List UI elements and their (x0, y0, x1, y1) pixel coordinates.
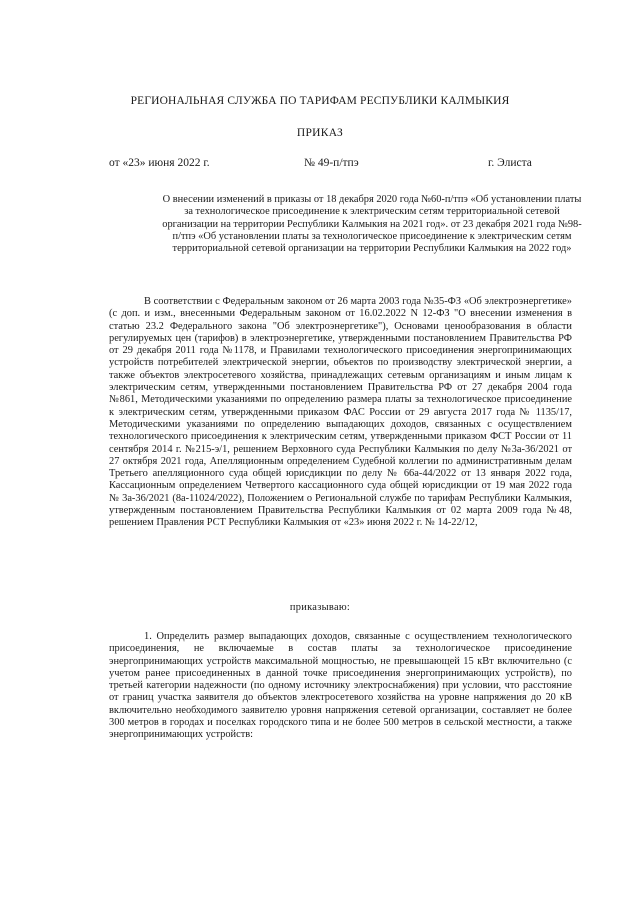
document-title: ПРИКАЗ (296, 127, 344, 139)
document-number: № 49-п/тпэ (304, 157, 359, 169)
organization-name: РЕГИОНАЛЬНАЯ СЛУЖБА ПО ТАРИФАМ РЕСПУБЛИКИ КАЛМЫКИЯ (130, 95, 510, 107)
document-date: от «23» июня 2022 г. (109, 157, 210, 169)
document-city: г. Элиста (488, 157, 532, 169)
orders-word: приказываю: (289, 602, 351, 613)
preamble-paragraph: В соответствии с Федеральным законом от 26 марта 2003 года №35-ФЗ «Об электроэнергетике» (с доп. и изм., внесенными Федеральным законом от 16.02.2022 N 12-ФЗ "О внесении изменения в статью 23.2 Федерального закона "Об электроэнергетике"), Основами ценообразования в области регулируемых цен (тарифов) в электроэнергетике, утвержденными постановлением Правительства РФ от 29 декабря 2011 года №1178, и Правилами технологического присоединения энергопринимающих устройств потребителей электрической энергии, объектов по производству электрической энергии, а также объектов электросетевого хозяйства, принадлежащих сетевым организациям и иным лицам к электрическим сетям, утвержденными постановлением Правительства РФ от 27 декабря 2004 года №861, Методическими указаниями по определению размера платы за технологическое присоединение к электрическим сетям, утвержденными приказом ФАС России от 29 августа 2017 года № 1135/17, Методическими указаниями по определению выпадающих доходов, связанных с осуществлением технологического присоединения к электрическим сетям, утвержденными приказом ФСТ России от 11 сентября 2014 г. №215-э/1, решением Верховного суда Республики Калмыкия по делу №3а-36/2021 от 27 октября 2021 года, Апелляционным определением Судебной коллегии по административным делам Третьего апелляционного суда общей юрисдикции по делу № 66а-44/2022 от 13 января 2022 года, Кассационным определением Четвертого кассационного суда общей юрисдикции от 19 мая 2022 года № 3а-36/2021 (8а-11024/2022), Положением о Региональной службе по тарифам Республики Калмыкия, утвержденным постановлением Правительства Республики Калмыкия от 02 марта 2009 года №48, решением Правления РСТ Республики Калмыкия от «23» июня 2022 г. № 14-22/12, (109, 296, 572, 529)
document-subject: О внесении изменений в приказы от 18 декабря 2020 года №60-п/тпэ «Об установлении платы за технологическое присоединение к электрическим сетям территориальной сетевой организации на территории Республики Калмыкия на 2021 год». от 23 декабря 2021 года №98-п/тпэ «Об установлении платы за технологическое присоединение к электрическим сетям территориальной сетевой организации на территории Республики Калмыкия на 2022 год» (162, 194, 582, 255)
item-1-paragraph: 1. Определить размер выпадающих доходов, связанные с осуществлением технологического присоединения, не включаемые в состав платы за технологическое присоединение энергопринимающих устройств максимальной мощностью, не превышающей 15 кВт включительно (с учетом ранее присоединенных в данной точке присоединения энергопринимающих устройств), по третьей категории надежности (по одному источнику электроснабжения) при условии, что расстояние от границ участка заявителя до объектов электросетевого хозяйства на уровне напряжения до 20 кВ включительно необходимого заявителю уровня напряжения сетевой организации, составляет не более 300 метров в городах и поселках городского типа и не более 500 метров в сельской местности, а также энергопринимающих устройств: (109, 631, 572, 741)
